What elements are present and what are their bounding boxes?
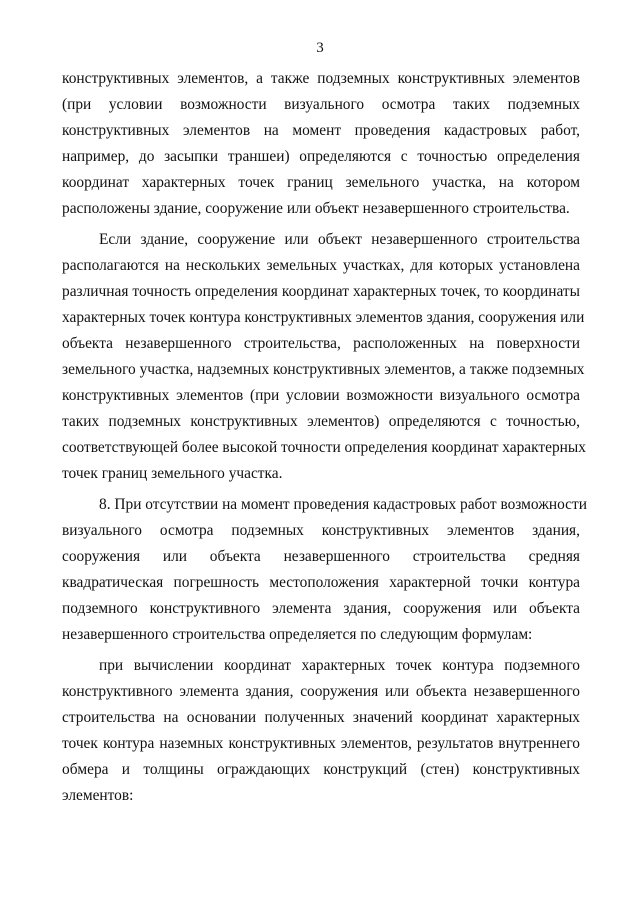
paragraph <box>62 66 580 222</box>
text-line: характерных точек контура конструктивных элементов здания, сооружения или <box>62 309 585 326</box>
text-line: (при условии возможности визуального осмотра таких подземных <box>62 96 580 113</box>
text-line: незавершенного строительства определяется по следующим формулам: <box>62 626 533 643</box>
paragraph <box>62 492 587 648</box>
text-line: конструктивных элементов (при условии возможности визуального осмотра <box>62 387 580 404</box>
text-line: например, до засыпки траншеи) определяются с точностью определения <box>62 148 580 165</box>
document-body <box>62 66 587 809</box>
page-number: 3 <box>316 40 324 56</box>
text-line: соответствующей более высокой точности определения координат характерных <box>62 439 586 456</box>
text-line: подземного конструктивного элемента здания, сооружения или объекта <box>62 600 580 617</box>
text-line: 8. При отсутствии на момент проведения кадастровых работ возможности <box>99 496 587 513</box>
text-line: точек границ земельного участка. <box>62 465 283 482</box>
text-line: конструктивного элемента здания, сооружения или объекта незавершенного <box>62 683 580 700</box>
text-line: конструктивных элементов, а также подземных конструктивных элементов <box>62 70 580 87</box>
text-line: строительства на основании полученных значений координат характерных <box>62 709 580 726</box>
text-line: визуального осмотра подземных конструктивных элементов здания, <box>62 522 580 539</box>
text-line: расположены здание, сооружение или объект незавершенного строительства. <box>62 200 570 217</box>
text-line: различная точность определения координат характерных точек, то координаты <box>62 283 580 300</box>
text-line: конструктивных элементов на момент проведения кадастровых работ, <box>62 122 580 139</box>
text-line: точек контура наземных конструктивных элементов, результатов внутреннего <box>62 735 580 752</box>
text-line: таких подземных конструктивных элементов) определяются с точностью, <box>62 413 580 430</box>
paragraph <box>62 653 580 809</box>
text-line: координат характерных точек границ земельного участка, на котором <box>62 174 580 191</box>
text-line: элементов: <box>62 787 134 804</box>
text-line: Если здание, сооружение или объект незавершенного строительства <box>99 231 580 248</box>
text-line: земельного участка, надземных конструктивных элементов, а также подземных <box>62 361 585 378</box>
text-line: квадратическая погрешность местоположения характерной точки контура <box>62 574 580 591</box>
text-line: сооружения или объекта незавершенного строительства средняя <box>62 548 580 565</box>
text-line: при вычислении координат характерных точек контура подземного <box>99 657 580 674</box>
text-line: объекта незавершенного строительства, расположенных на поверхности <box>62 335 580 352</box>
text-line: обмера и толщины ограждающих конструкций (стен) конструктивных <box>62 761 580 778</box>
text-line: располагаются на нескольких земельных участках, для которых установлена <box>62 257 580 274</box>
paragraph <box>62 227 586 487</box>
